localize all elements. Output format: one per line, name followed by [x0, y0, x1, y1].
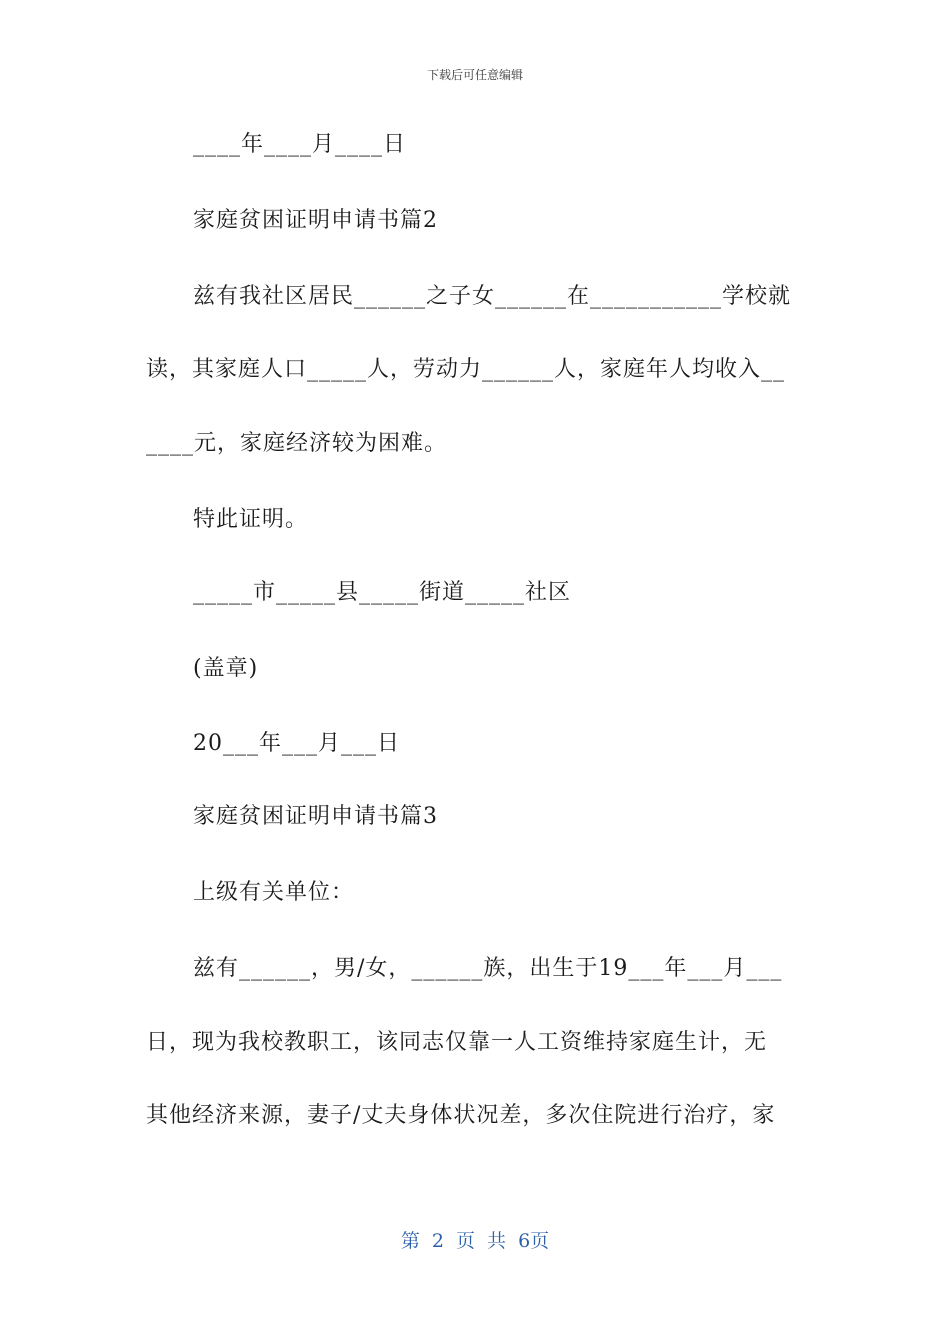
page-number-footer: 第 2 页 共 6页	[400, 1230, 550, 1252]
paragraph-line: 读，其家庭人口_____人，劳动力______人，家庭年人均收入__	[146, 357, 786, 382]
section-title-3: 家庭贫困证明申请书篇3	[193, 804, 438, 829]
paragraph-line: 兹有______，男/女，______族，出生于19___年___月___	[193, 956, 783, 981]
page-header-note: 下载后可任意编辑	[426, 68, 523, 82]
date-blank-line: ____年____月____日	[193, 132, 407, 157]
paragraph-line: ____元，家庭经济较为困难。	[146, 431, 448, 456]
paragraph-line: 日，现为我校教职工，该同志仅靠一人工资维持家庭生计，无	[146, 1030, 768, 1055]
closing-statement: 特此证明。	[193, 507, 309, 532]
paragraph-line: 其他经济来源，妻子/丈夫身体状况差，多次住院进行治疗，家	[146, 1103, 776, 1128]
address-blank-line: _____市_____县_____街道_____社区	[193, 580, 572, 605]
date-blank-line: 20___年___月___日	[193, 731, 400, 756]
paragraph-line: 兹有我社区居民______之子女______在___________学校就	[193, 284, 792, 309]
salutation: 上级有关单位：	[193, 880, 355, 905]
section-title-2: 家庭贫困证明申请书篇2	[193, 208, 438, 233]
seal-note: (盖章)	[193, 656, 259, 681]
